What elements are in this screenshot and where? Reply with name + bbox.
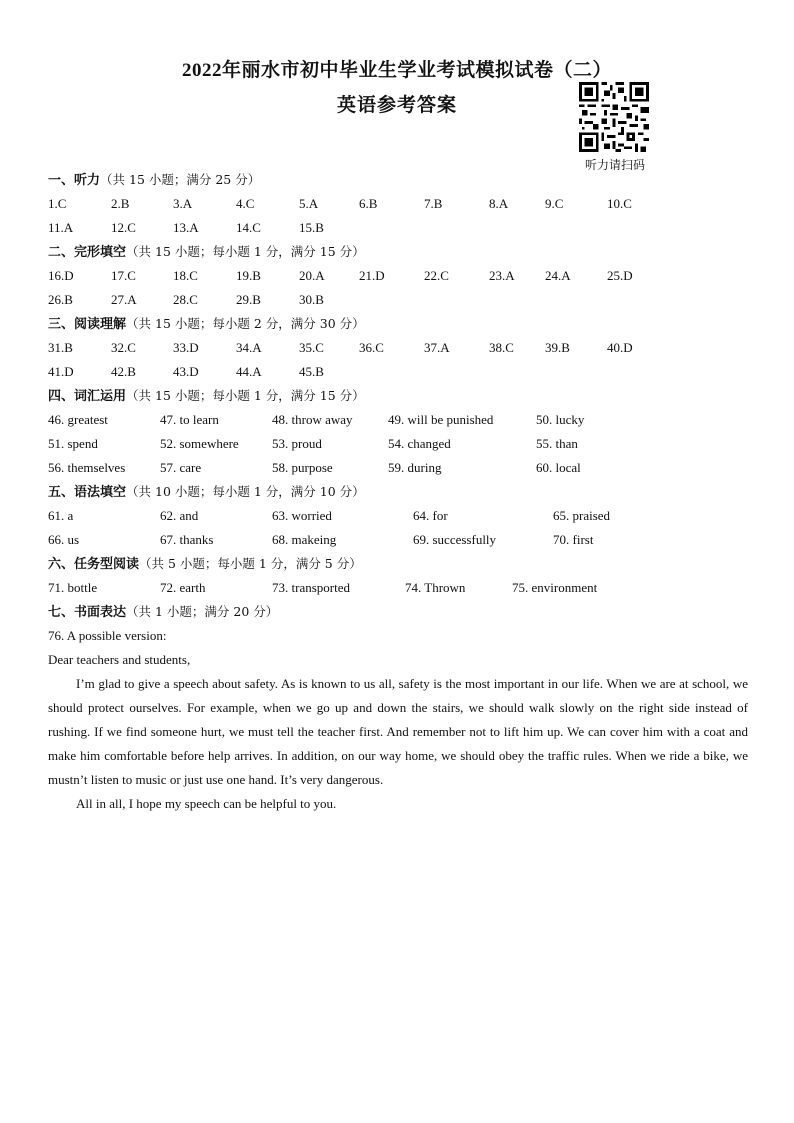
answer-content [48,168,748,816]
answer-item: 33.D [173,340,199,355]
answer-item: 13.A [173,220,199,235]
essay-label: 76. A possible version: [48,628,167,643]
answer-item: 58. purpose [272,460,333,475]
answer-row [48,216,748,240]
answer-item: 40.D [607,340,633,355]
answer-row [48,288,748,312]
section-note: （共 15 小题；每小题 1 分，满分 15 分） [126,388,365,403]
answer-item: 75. environment [512,580,598,595]
answer-row [48,264,748,288]
answer-row [48,528,748,552]
answer-item: 59. during [388,460,442,475]
section-note: （共 15 小题；每小题 2 分，满分 30 分） [126,316,365,331]
essay-section [48,624,748,816]
answer-item: 12.C [111,220,136,235]
answer-row [48,192,748,216]
answer-item: 47. to learn [160,412,219,427]
answer-item: 56. themselves [48,460,126,475]
answer-item: 6.B [359,196,378,211]
answer-item: 68. makeing [272,532,337,547]
answer-item: 25.D [607,268,633,283]
answer-item: 39.B [545,340,570,355]
essay-greeting: Dear teachers and students, [48,652,191,667]
answer-item: 22.C [424,268,449,283]
section-title: 六、任务型阅读 [48,557,140,572]
page-subtitle: 英语参考答案 [336,95,457,116]
section-heading [48,480,748,504]
section-heading [48,552,748,576]
answer-item: 42.B [111,364,136,379]
answer-item: 72. earth [160,580,206,595]
answer-row [48,336,748,360]
answer-item: 50. lucky [536,412,585,427]
answer-item: 27.A [111,292,137,307]
answer-item: 54. changed [388,436,451,451]
answer-item: 69. successfully [413,532,497,547]
answer-item: 73. transported [272,580,350,595]
answer-item: 57. care [160,460,202,475]
answer-row [48,456,748,480]
qr-code-icon[interactable] [579,82,649,152]
section-note: （共 15 小题；满分 25 分） [100,172,261,187]
section-note: （共 10 小题；每小题 1 分，满分 10 分） [126,484,365,499]
section-title: 七、书面表达 [48,605,127,620]
answer-item: 44.A [236,364,262,379]
section-note: （共 1 小题；满分 20 分） [126,604,279,619]
answer-item: 7.B [424,196,443,211]
answer-item: 29.B [236,292,261,307]
qr-caption: 听力请扫码 [584,158,645,172]
answer-item: 31.B [48,340,73,355]
answer-item: 34.A [236,340,262,355]
answer-item: 8.A [489,196,509,211]
answer-item: 24.A [545,268,571,283]
answer-item: 9.C [545,196,564,211]
answer-item: 19.B [236,268,261,283]
answer-item: 10.C [607,196,632,211]
answer-row [48,504,748,528]
section-title: 一、听力 [48,173,101,188]
section-heading [48,312,748,336]
answer-item: 15.B [299,220,324,235]
answer-item: 4.C [236,196,255,211]
section-note: （共 15 小题；每小题 1 分，满分 15 分） [126,244,365,259]
answer-item: 65. praised [553,508,611,523]
answer-row [48,360,748,384]
section-title: 二、完形填空 [48,245,127,260]
answer-item: 20.A [299,268,325,283]
answer-row [48,408,748,432]
answer-item: 28.C [173,292,198,307]
answer-item: 46. greatest [48,412,108,427]
answer-item: 17.C [111,268,136,283]
answer-row [48,432,748,456]
section-title: 四、词汇运用 [48,389,127,404]
answer-item: 3.A [173,196,193,211]
answer-item: 26.B [48,292,73,307]
section-heading [48,600,748,624]
answer-item: 18.C [173,268,198,283]
section-heading [48,168,748,192]
answer-item: 11.A [48,220,74,235]
answer-item: 67. thanks [160,532,214,547]
answer-item: 49. will be punished [388,412,494,427]
answer-item: 62. and [160,508,199,523]
answer-item: 21.D [359,268,385,283]
answer-item: 60. local [536,460,581,475]
page-title: 2022年丽水市初中毕业生学业考试模拟试卷（二） [181,60,612,81]
answer-row [48,576,748,600]
answer-item: 41.D [48,364,74,379]
answer-item: 32.C [111,340,136,355]
section-heading [48,384,748,408]
answer-item: 70. first [553,532,594,547]
answer-item: 74. Thrown [405,580,466,595]
answer-item: 30.B [299,292,324,307]
answer-item: 45.B [299,364,324,379]
answer-item: 38.C [489,340,514,355]
answer-item: 51. spend [48,436,98,451]
answer-item: 64. for [413,508,448,523]
answer-item: 14.C [236,220,261,235]
essay-closing: All in all, I hope my speech can be helpful to you. [76,796,337,811]
section-title: 五、语法填空 [48,485,127,500]
answer-item: 61. a [48,508,74,523]
answer-item: 63. worried [272,508,332,523]
answer-item: 43.D [173,364,199,379]
answer-item: 37.A [424,340,450,355]
essay-body: I’m glad to give a speech about safety. As is known to us all, safety is the most important in our life. When we are at school, we should protect ourselves. For example, when we go up and down the stairs, we should walk slowly on the right side instead of rushing. If we find someone hurt, we must tell the teacher first. And remember not to lift him up. We can cover him with a coat and make him comfortable before help arrives. In addition, on our way home, we should obey the traffic rules. When we ride a bike, we mustn’t listen to music or just use one hand. It’s very dangerous. [48,676,748,787]
answer-item: 36.C [359,340,384,355]
answer-item: 23.A [489,268,515,283]
answer-item: 48. throw away [272,412,353,427]
answer-item: 2.B [111,196,130,211]
answer-item: 16.D [48,268,74,283]
answer-item: 71. bottle [48,580,98,595]
answer-item: 1.C [48,196,67,211]
answer-item: 53. proud [272,436,322,451]
section-note: （共 5 小题；每小题 1 分，满分 5 分） [139,556,362,571]
answer-item: 55. than [536,436,578,451]
answer-item: 52. somewhere [160,436,239,451]
answer-item: 35.C [299,340,324,355]
answer-sections [48,168,748,624]
section-title: 三、阅读理解 [48,317,127,332]
answer-item: 66. us [48,532,80,547]
section-heading [48,240,748,264]
answer-item: 5.A [299,196,319,211]
